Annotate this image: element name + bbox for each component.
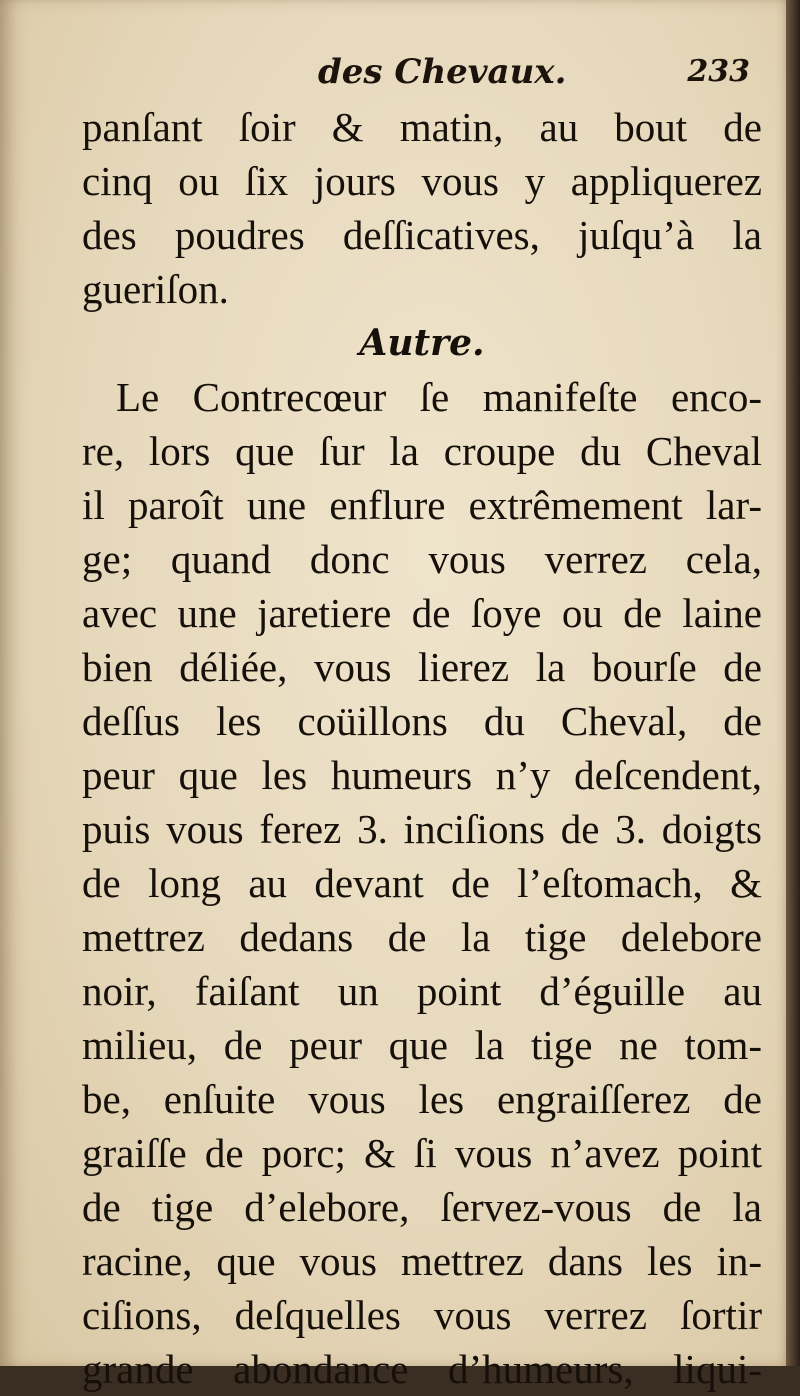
text-line: mettrez dedans de la tige delebore [82, 914, 762, 960]
text-line: Le Contrecœur ſe manifeſte enco- [116, 374, 762, 420]
text-line: avec une jaretiere de ſoye ou de laine [82, 590, 762, 636]
text-line: de long au devant de l’eſtomach, & [82, 860, 762, 906]
page-edge-shadow [786, 0, 800, 1366]
text-line: grande abondance d’humeurs, liqui- [82, 1346, 762, 1392]
text-line: peur que les humeurs n’y deſcendent, [82, 752, 762, 798]
text-line: graiſſe de porc; & ſi vous n’avez point [82, 1130, 762, 1176]
text-line: be, enſuite vous les engraiſſerez de [82, 1076, 762, 1122]
text-line: ciſions, deſquelles vous verrez ſortir [82, 1292, 762, 1338]
text-line: puis vous ferez 3. inciſions de 3. doigts [82, 806, 762, 852]
running-title: des Chevaux. [318, 52, 567, 92]
text-line: racine, que vous mettrez dans les in- [82, 1238, 762, 1284]
text-line: de tige d’elebore, ſervez-vous de la [82, 1184, 762, 1230]
text-line: milieu, de peur que la tige ne tom- [82, 1022, 762, 1068]
text-line: il paroît une enflure extrêmement lar- [82, 482, 762, 528]
text-line: deſſus les coüillons du Cheval, de [82, 698, 762, 744]
text-line: noir, faiſant un point d’éguille au [82, 968, 762, 1014]
text-line: gueriſon. [82, 266, 229, 312]
text-line: cinq ou ſix jours vous y appliquerez [82, 158, 762, 204]
section-heading: Autre. [359, 322, 485, 364]
body-text [82, 100, 762, 1396]
text-line: des poudres deſſicatives, juſqu’à la [82, 212, 762, 258]
page-number: 233 [687, 54, 750, 89]
text-line: bien déliée, vous lierez la bourſe de [82, 644, 762, 690]
text-line: panſant ſoir & matin, au bout de [82, 104, 762, 150]
text-line: ge; quand donc vous verrez cela, [82, 536, 762, 582]
text-line: re, lors que ſur la croupe du Cheval [82, 428, 762, 474]
